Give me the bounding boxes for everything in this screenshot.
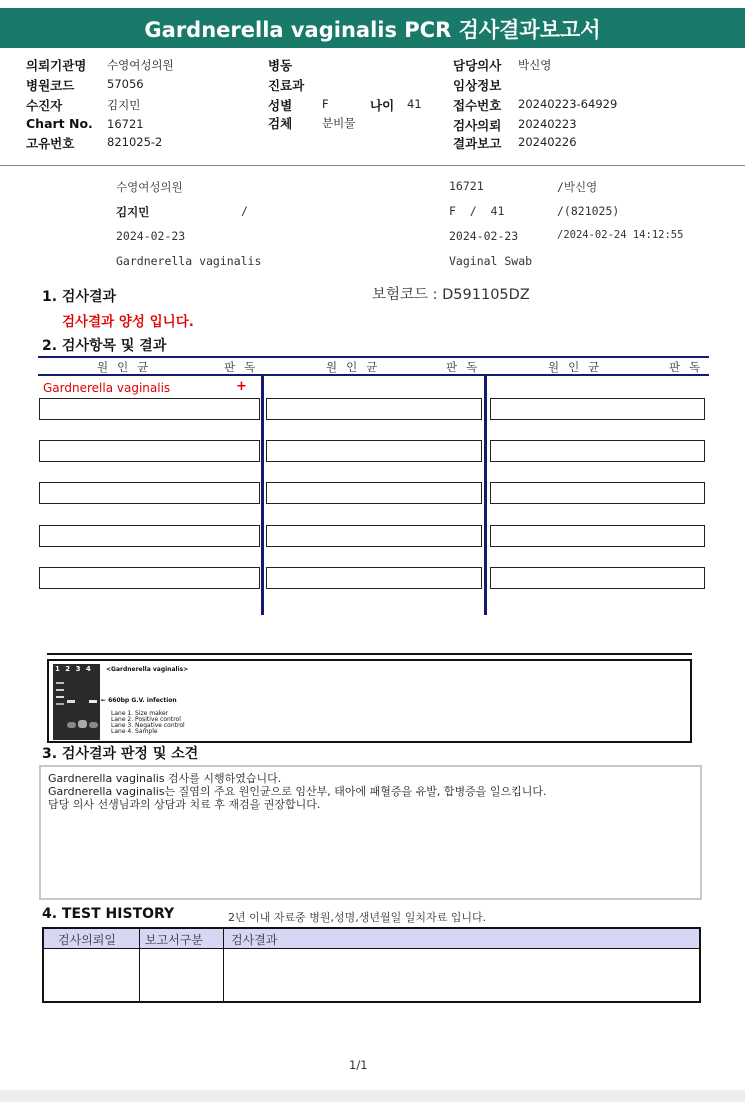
- header-separator: [0, 165, 745, 166]
- result-slot: [39, 482, 260, 504]
- result-positive-mark: +: [236, 379, 247, 394]
- result-table-top-border: [38, 356, 709, 358]
- label-unique-no: 고유번호: [26, 136, 75, 151]
- summary-doctor: /박신영: [557, 180, 598, 194]
- history-col-report-type: 보고서구분: [145, 933, 203, 947]
- gel-image: [53, 664, 100, 740]
- value-hospital-code: 57056: [107, 77, 144, 91]
- label-report-date: 결과보고: [453, 136, 502, 151]
- col-header-judge-2: 판독: [446, 360, 487, 374]
- value-age: 41: [407, 97, 422, 111]
- summary-sex-age: F / 41: [449, 204, 505, 218]
- result-table-divider-1: [261, 374, 264, 615]
- label-chart-no: Chart No.: [26, 116, 93, 131]
- label-patient: 수진자: [26, 98, 63, 113]
- gel-legend-item: Lane 1. Size maker: [111, 710, 169, 717]
- opinion-line: Gardnerella vaginalis 검사를 시행하였습니다.: [48, 772, 282, 785]
- col-header-org-2: 원인균: [326, 360, 387, 374]
- ladder-band: [56, 689, 64, 691]
- history-col-request-date: 검사의뢰일: [58, 933, 116, 947]
- col-header-judge-3: 판독: [669, 360, 710, 374]
- gel-legend-item: Lane 3. Negative control: [111, 722, 185, 729]
- result-slot: [266, 525, 482, 547]
- result-slot: [39, 567, 260, 589]
- result-slot: [490, 398, 705, 420]
- result-statement: 검사결과 양성 입니다.: [62, 314, 194, 330]
- insurance-code: 보험코드 : D591105DZ: [372, 287, 530, 303]
- primer-dimer: [89, 722, 98, 728]
- primer-dimer: [67, 722, 76, 728]
- summary-slash: /: [241, 204, 248, 218]
- summary-chart: 16721: [449, 179, 484, 193]
- section2-title: 2. 검사항목 및 결과: [42, 338, 167, 354]
- section4-title: 4. TEST HISTORY: [42, 906, 175, 922]
- summary-clinic: 수영여성의원: [116, 180, 183, 194]
- label-department: 진료과: [268, 78, 305, 93]
- label-clinical-info: 임상정보: [453, 78, 502, 93]
- page-number: 1/1: [349, 1058, 368, 1072]
- label-hospital-code: 병원코드: [26, 78, 75, 93]
- section1-title: 1. 검사결과: [42, 289, 117, 305]
- value-doctor: 박신영: [518, 58, 552, 72]
- bottom-bar: [0, 1090, 745, 1102]
- result-slot: [266, 398, 482, 420]
- gel-title: <Gardnerella vaginalis>: [106, 666, 189, 673]
- label-doctor: 담당의사: [453, 58, 502, 73]
- value-patient: 김지민: [107, 98, 141, 112]
- gel-top-rule: [47, 653, 692, 655]
- col-header-org-3: 원인균: [548, 360, 609, 374]
- positive-control-band: [67, 700, 75, 703]
- summary-date2: 2024-02-23: [449, 229, 519, 243]
- value-accession: 20240223-64929: [518, 97, 618, 111]
- label-age: 나이: [370, 98, 395, 113]
- value-unique-no: 821025-2: [107, 135, 163, 149]
- label-specimen: 검체: [268, 116, 293, 131]
- section3-title: 3. 검사결과 판정 및 소견: [42, 746, 199, 762]
- opinion-line: Gardnerella vaginalis는 질염의 주요 원인균으로 임산부, 태아에 패혈증을 유발, 합병증을 일으킵니다.: [48, 785, 547, 798]
- summary-specimen: Vaginal Swab: [449, 254, 533, 268]
- result-slot: [490, 440, 705, 462]
- summary-patient: 김지민: [116, 205, 150, 219]
- gel-legend-item: Lane 4. Sample: [111, 728, 158, 735]
- report-title: Gardnerella vaginalis PCR 검사결과보고서: [144, 18, 601, 42]
- gel-panel: [47, 659, 692, 743]
- result-table-divider-2: [484, 374, 487, 615]
- ladder-band: [56, 682, 64, 684]
- value-chart-no: 16721: [107, 117, 144, 131]
- ladder-band: [56, 703, 64, 705]
- gel-band-label: ← 660bp G.V. infection: [101, 697, 177, 704]
- gel-legend-item: Lane 2. Positive control: [111, 716, 181, 723]
- history-col-divider: [223, 929, 224, 1001]
- result-slot: [490, 482, 705, 504]
- summary-test-name: Gardnerella vaginalis: [116, 254, 262, 268]
- opinion-box: [39, 765, 702, 900]
- value-specimen: 분비물: [322, 116, 356, 130]
- summary-birth: /(821025): [557, 204, 620, 218]
- gel-legend: [111, 711, 185, 735]
- result-slot: [266, 482, 482, 504]
- value-request-date: 20240223: [518, 117, 577, 131]
- history-header-row: [44, 929, 699, 949]
- history-table: [42, 927, 701, 1003]
- value-sex: F: [322, 97, 329, 111]
- label-accession: 접수번호: [453, 98, 502, 113]
- label-sex: 성별: [268, 98, 293, 113]
- result-slot: [490, 567, 705, 589]
- col-header-org-1: 원인균: [97, 360, 158, 374]
- result-slot: [39, 440, 260, 462]
- label-request-date: 검사의뢰: [453, 118, 502, 133]
- result-slot: [39, 525, 260, 547]
- result-slot: [266, 567, 482, 589]
- gel-lane-numbers: 1 2 3 4: [55, 665, 91, 673]
- value-report-date: 20240226: [518, 135, 577, 149]
- result-slot: [266, 440, 482, 462]
- history-note: 2년 이내 자료중 병원,성명,생년월일 일치자료 입니다.: [228, 911, 487, 924]
- result-organism-name: Gardnerella vaginalis: [43, 381, 171, 395]
- value-institution: 수영여성의원: [107, 58, 174, 72]
- primer-dimer: [78, 720, 87, 728]
- ladder-band: [56, 696, 64, 698]
- result-slot: [490, 525, 705, 547]
- history-col-result: 검사결과: [231, 933, 278, 947]
- label-institution: 의뢰기관명: [26, 58, 87, 73]
- label-ward: 병동: [268, 58, 293, 73]
- sample-band: [89, 700, 97, 703]
- summary-date1: 2024-02-23: [116, 229, 186, 243]
- result-slot: [39, 398, 260, 420]
- history-col-divider: [139, 929, 140, 1001]
- opinion-line: 담당 의사 선생님과의 상담과 치료 후 재검을 권장합니다.: [48, 798, 321, 811]
- summary-report-time: /2024-02-24 14:12:55: [557, 229, 684, 241]
- col-header-judge-1: 판독: [224, 360, 265, 374]
